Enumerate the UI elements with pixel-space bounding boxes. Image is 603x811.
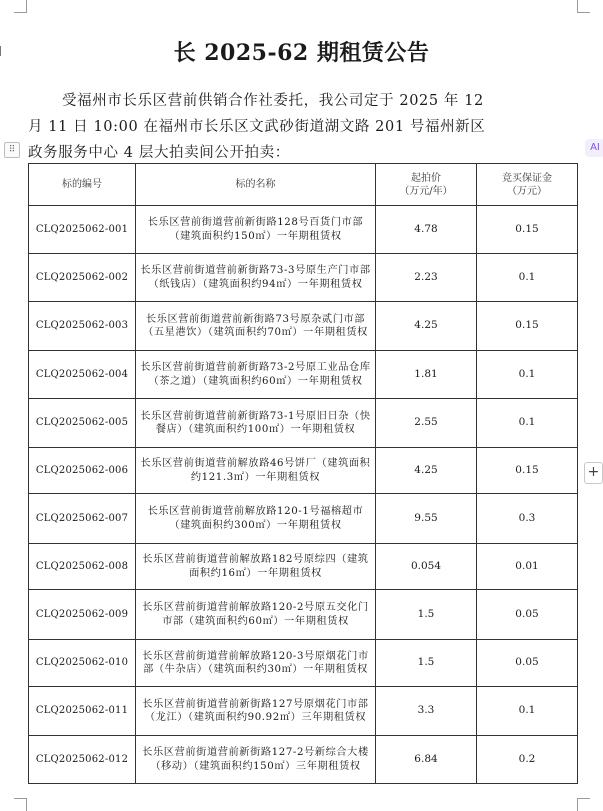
table-row — [29, 254, 578, 302]
drag-handle-icon[interactable]: ⠿ — [4, 142, 20, 158]
lot-price-cell: 4.25 — [376, 448, 477, 494]
lot-code-cell: CLQ2025062-007 — [29, 494, 136, 544]
page-corner-mark — [14, 798, 27, 811]
table-row — [29, 590, 578, 640]
table-row — [29, 448, 578, 494]
lot-name-cell: 长乐区营前街道营前新街路127号原烟花门市部（龙江）（建筑面积约90.92㎡）三年期租赁权 — [136, 687, 376, 736]
lot-deposit-cell: 0.15 — [477, 206, 578, 254]
lot-code-cell: CLQ2025062-001 — [29, 206, 136, 254]
lot-deposit-cell: 0.15 — [477, 302, 578, 351]
lot-code-cell: CLQ2025062-009 — [29, 590, 136, 640]
lot-deposit-cell: 0.1 — [477, 687, 578, 736]
intro-paragraph: 受福州市长乐区营前供销合作社委托，我公司定于 2025 年 12 月 11 日 10:00 在福州市长乐区文武砂街道湖文路 201 号福州新区政务服务中心 4 层大拍卖间公开拍卖： — [28, 93, 486, 161]
table-row — [29, 736, 578, 784]
lot-name-cell: 长乐区营前街道营前新街路73-2号原工业品仓库（茶之道）（建筑面积约60㎡）一年期租赁权 — [136, 351, 376, 399]
lot-code-cell: CLQ2025062-012 — [29, 736, 136, 784]
page-corner-mark — [577, 798, 590, 811]
table-row — [29, 640, 578, 687]
table-header-row — [29, 164, 578, 206]
lot-deposit-cell: 0.1 — [477, 351, 578, 399]
lot-price-cell: 2.55 — [376, 399, 477, 448]
document-title: 长 2025-62 期租赁公告 — [173, 40, 430, 66]
lot-deposit-cell: 0.1 — [477, 254, 578, 302]
lot-price-cell: 3.3 — [376, 687, 477, 736]
lot-deposit-cell: 0.01 — [477, 544, 578, 590]
lot-code-cell: CLQ2025062-003 — [29, 302, 136, 351]
lot-price-cell: 9.55 — [376, 494, 477, 544]
lot-price-cell: 4.25 — [376, 302, 477, 351]
header-price-text: 起拍价 （万元/年） — [399, 172, 453, 197]
lot-price-cell: 4.78 — [376, 206, 477, 254]
lot-name-cell: 长乐区营前街道营前新街路73号原杂贰门市部（五星港饮）（建筑面积约70㎡）一年期租赁权 — [136, 302, 376, 351]
lot-code-cell: CLQ2025062-010 — [29, 640, 136, 687]
lot-deposit-cell: 0.05 — [477, 640, 578, 687]
lot-price-cell: 1.5 — [376, 590, 477, 640]
ai-assistant-button[interactable]: AI — [585, 139, 603, 157]
table-row — [29, 399, 578, 448]
lot-code-cell: CLQ2025062-002 — [29, 254, 136, 302]
lot-name-cell: 长乐区营前街道营前解放路120-3号原烟花门市部（牛杂店）（建筑面积约30㎡）一年期租赁权 — [136, 640, 376, 687]
lots-table — [28, 163, 578, 784]
lot-code-cell: CLQ2025062-008 — [29, 544, 136, 590]
table-row — [29, 494, 578, 544]
lot-code-cell: CLQ2025062-011 — [29, 687, 136, 736]
lot-price-cell: 2.23 — [376, 254, 477, 302]
add-row-button[interactable]: + — [584, 462, 603, 484]
lot-name-cell: 长乐区营前街道营前解放路120-1号福榕超市（建筑面积约300㎡）一年期租赁权 — [136, 494, 376, 544]
lot-code-cell: CLQ2025062-004 — [29, 351, 136, 399]
lot-name-cell: 长乐区营前街道营前新街路73-3号原生产门市部（纸钱店）（建筑面积约94㎡）一年期租赁权 — [136, 254, 376, 302]
lot-deposit-cell: 0.2 — [477, 736, 578, 784]
table-row — [29, 302, 578, 351]
lot-name-cell: 长乐区营前街道营前新街路128号百货门市部（建筑面积约150㎡）一年期租赁权 — [136, 206, 376, 254]
lot-deposit-cell: 0.15 — [477, 448, 578, 494]
lot-code-cell: CLQ2025062-005 — [29, 399, 136, 448]
lot-price-cell: 1.81 — [376, 351, 477, 399]
lot-price-cell: 1.5 — [376, 640, 477, 687]
table-row — [29, 687, 578, 736]
lot-name-cell: 长乐区营前街道营前新街路127-2号新综合大楼（移动）（建筑面积约150㎡）三年期租赁权 — [136, 736, 376, 784]
lot-name-cell: 长乐区营前街道营前新街路73-1号原旧日杂（快餐店）（建筑面积约100㎡）一年期租赁权 — [136, 399, 376, 448]
lot-code-cell: CLQ2025062-006 — [29, 448, 136, 494]
page-corner-mark — [577, 0, 590, 13]
header-name: 标的名称 — [136, 164, 376, 206]
lot-price-cell: 6.84 — [376, 736, 477, 784]
lot-name-cell: 长乐区营前街道营前解放路182号原综四（建筑面积约16㎡）一年期租赁权 — [136, 544, 376, 590]
lot-deposit-cell: 0.3 — [477, 494, 578, 544]
lot-price-cell: 0.054 — [376, 544, 477, 590]
lot-deposit-cell: 0.05 — [477, 590, 578, 640]
table-row — [29, 351, 578, 399]
header-deposit-text: 竞买保证金 （万元） — [502, 172, 552, 197]
lot-name-cell: 长乐区营前街道营前解放路120-2号原五交化门市部（建筑面积约60㎡）一年期租赁权 — [136, 590, 376, 640]
page-corner-mark — [14, 0, 27, 13]
header-code: 标的编号 — [29, 164, 136, 206]
lot-deposit-cell: 0.1 — [477, 399, 578, 448]
table-row — [29, 206, 578, 254]
table-row — [29, 544, 578, 590]
header-deposit — [477, 164, 578, 206]
header-price — [376, 164, 477, 206]
lot-name-cell: 长乐区营前街道营前解放路46号饼厂（建筑面积约121.3㎡）一年期租赁权 — [136, 448, 376, 494]
